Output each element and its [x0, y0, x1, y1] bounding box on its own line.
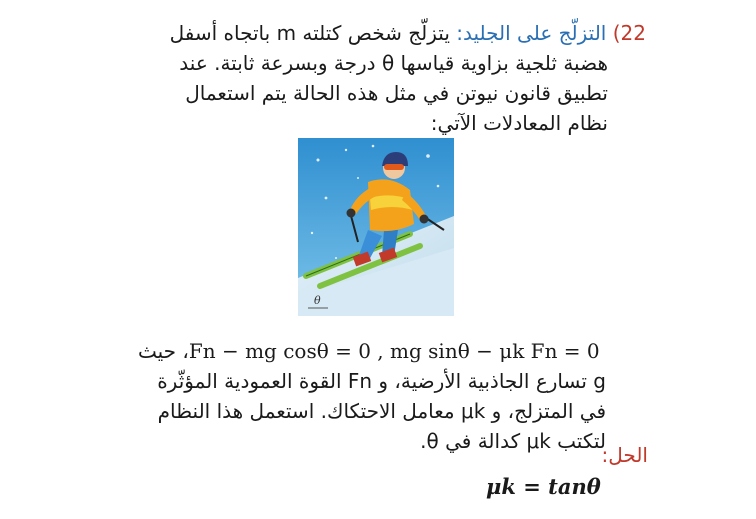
equation-2: Fn − mg cosθ = 0: [188, 339, 371, 363]
equations-block: [46, 336, 606, 456]
angle-label: θ: [314, 294, 321, 307]
question-title: التزلّج على الجليد:: [456, 21, 607, 45]
equations-where: ، حيث: [137, 339, 189, 363]
question-number: 22): [612, 21, 646, 45]
equations-line: [46, 336, 606, 366]
question-line-4: نظام المعادلات الآتي:: [430, 111, 608, 135]
question-line-1-text: يتزلّج شخص كتلته m باتجاه أسفل: [169, 21, 457, 45]
question-line-2: هضبة ثلجية بزاوية قياسها θ درجة وبسرعة ثابتة. عند: [179, 51, 608, 75]
explanation-line-1: g تسارع الجاذبية الأرضية، و Fn القوة العمودية المؤثّرة: [157, 369, 606, 393]
explanation-line-3: لتكتب μk كدالة في θ.: [420, 429, 606, 453]
equation-system: [189, 339, 606, 363]
skier-image: [298, 138, 454, 316]
explanation-line-2: في المتزلج، و μk معامل الاحتكاك. استعمل هذا النظام: [157, 399, 606, 423]
skier-illustration: [298, 138, 454, 316]
solution-label: الحل:: [601, 443, 648, 467]
equation-1: mg sinθ − μk Fn = 0: [390, 339, 600, 363]
solution-answer: μk = tanθ: [486, 474, 601, 499]
question-line-3: تطبيق قانون نيوتن في مثل هذه الحالة يتم استعمال: [185, 81, 608, 105]
question-block: [26, 18, 646, 138]
question-line-1: [26, 18, 646, 48]
equation-separator: ,: [370, 339, 391, 363]
